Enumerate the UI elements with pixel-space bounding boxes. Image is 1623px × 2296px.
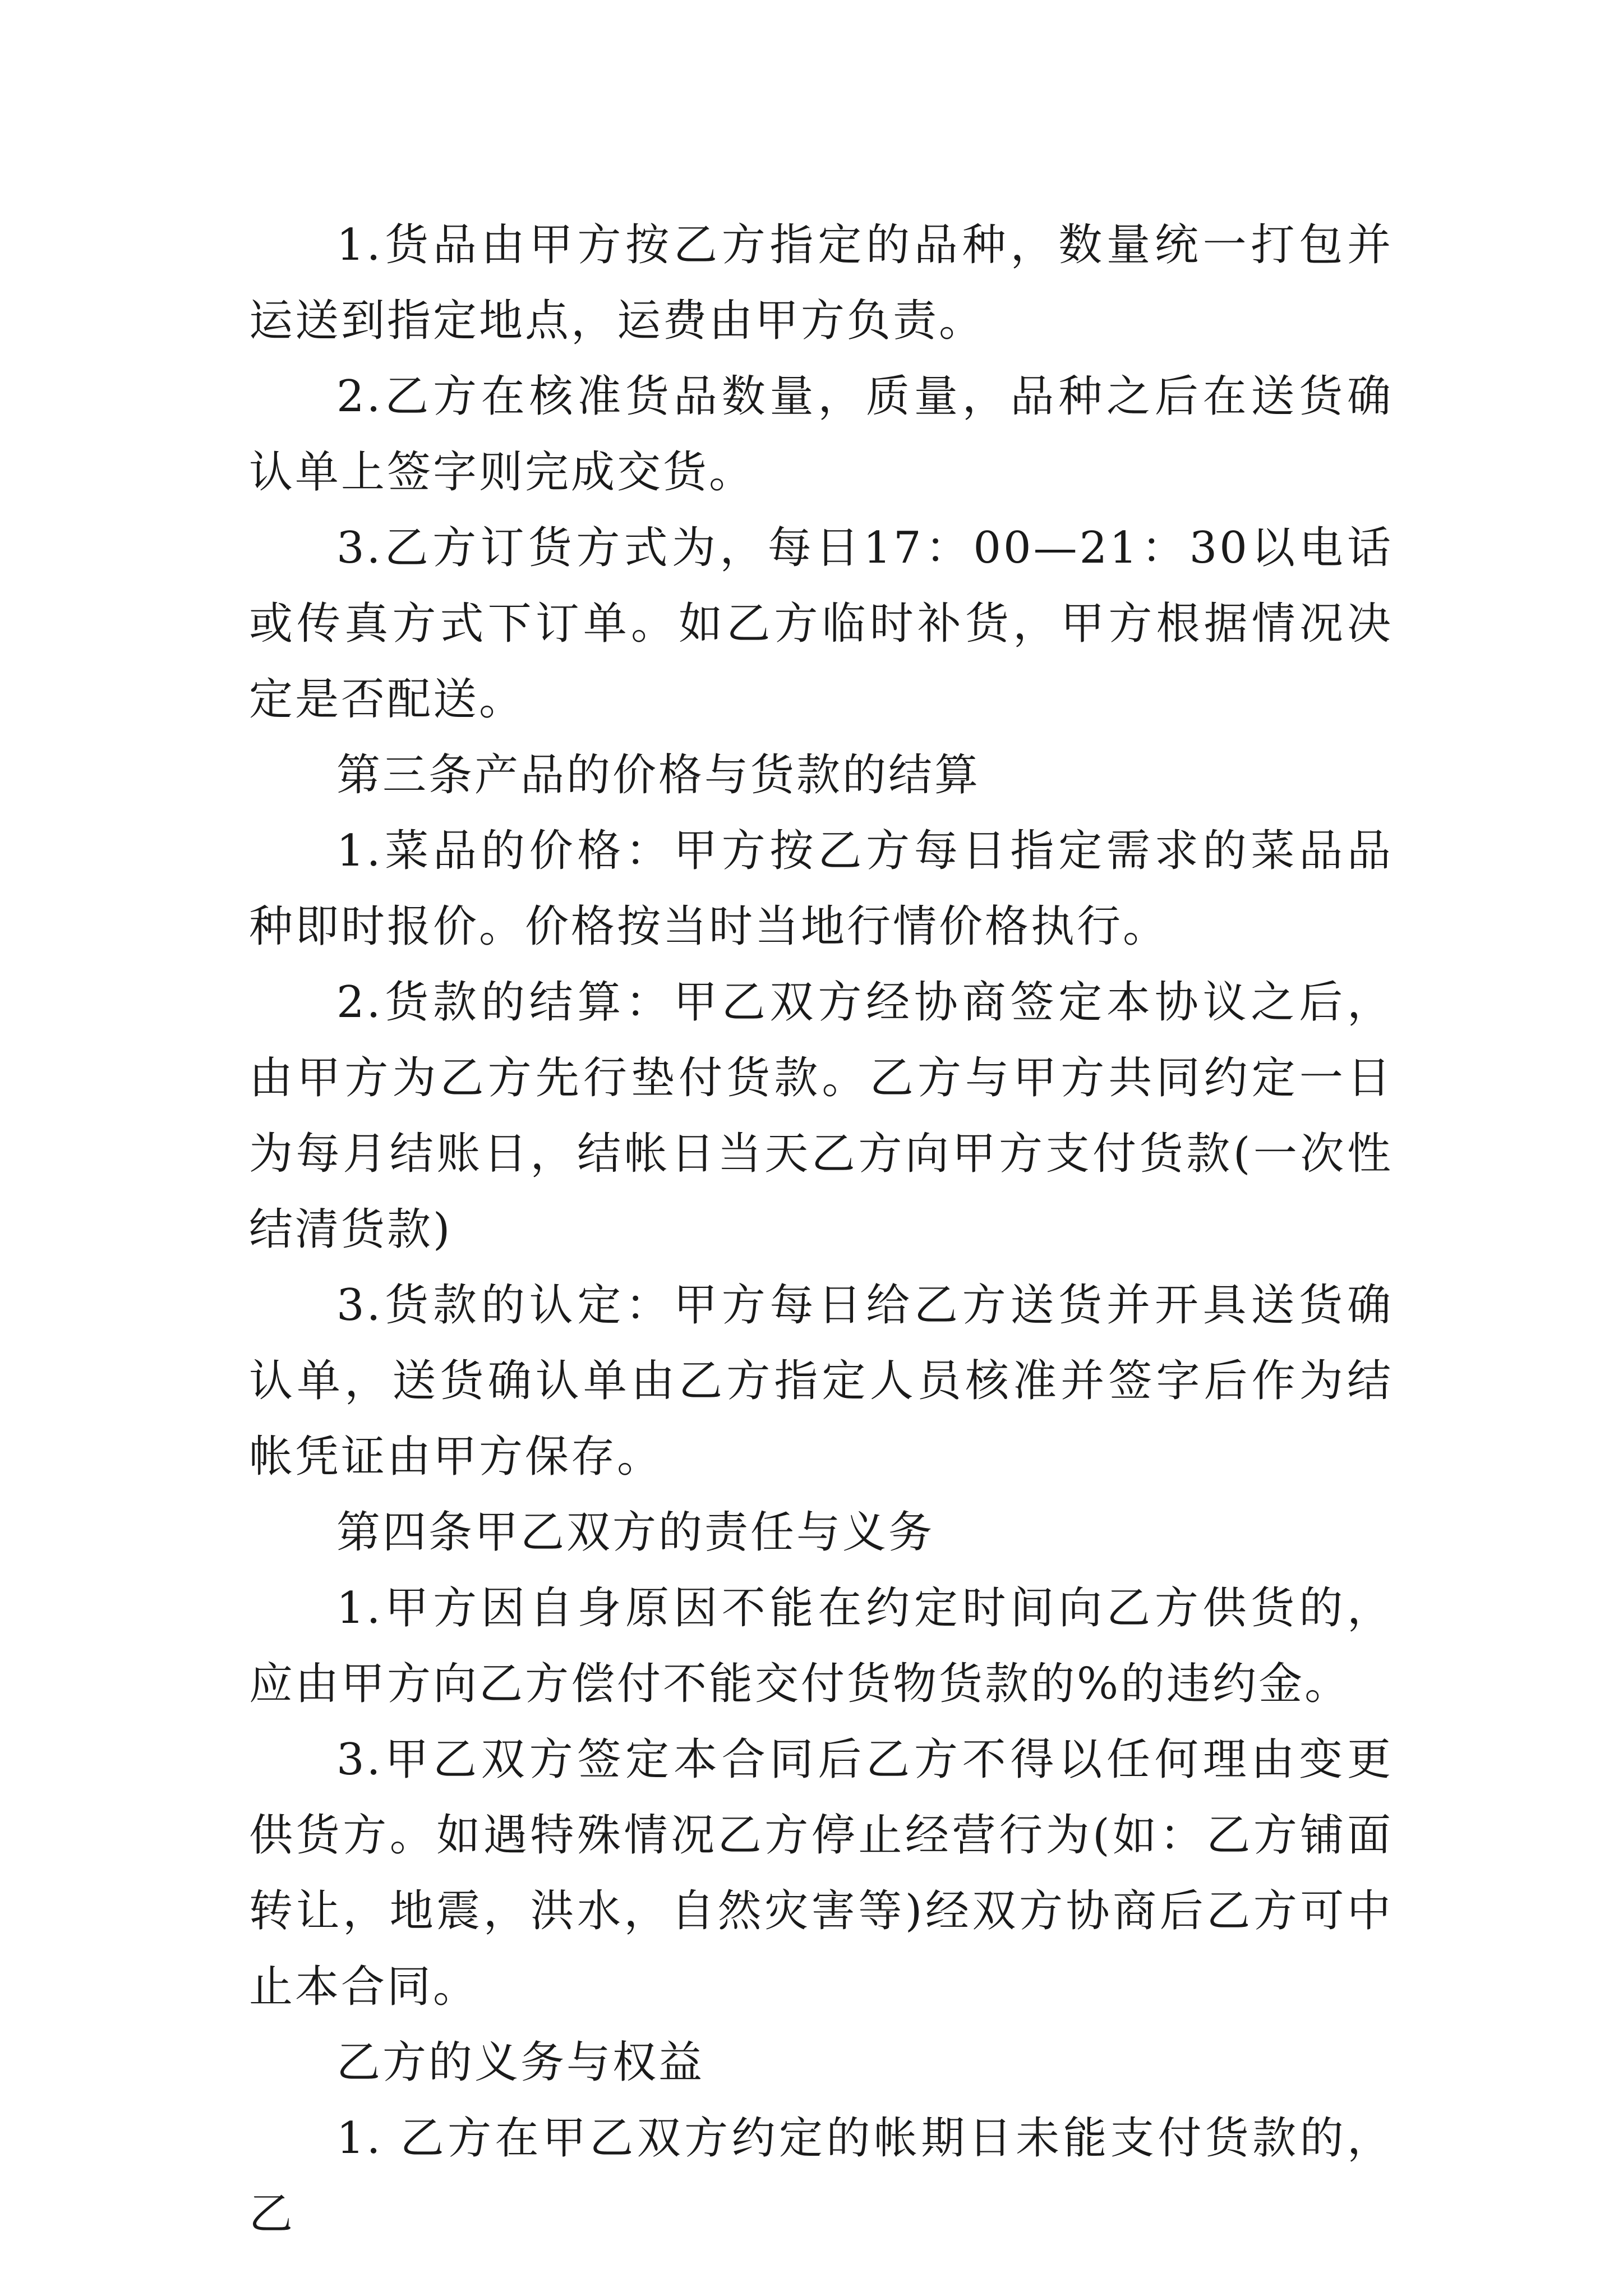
paragraph-delivery-confirmation: 2.乙方在核准货品数量，质量，品种之后在送货确认单上签字则完成交货。 bbox=[249, 371, 1393, 498]
document-body bbox=[249, 208, 1393, 2252]
section-heading-article-4: 第四条甲乙双方的责任与义务 bbox=[336, 1507, 935, 1558]
paragraph-supplier-change: 3.甲乙双方签定本合同后乙方不得以任何理由变更供货方。如遇特殊情况乙方停止经营行为(如：乙方铺面转让，地震，洪水，自然灾害等)经双方协商后乙方可中止本合同。 bbox=[249, 1734, 1393, 2012]
paragraph-party-a-penalty: 1.甲方因自身原因不能在约定时间向乙方供货的，应由甲方向乙方偿付不能交付货物货款的%的违约金。 bbox=[249, 1583, 1393, 1709]
section-heading-article-3: 第三条产品的价格与货款的结算 bbox=[336, 750, 981, 800]
paragraph-party-b-payment-default: 1. 乙方在甲乙双方约定的帐期日未能支付货款的，乙 bbox=[249, 2113, 1393, 2239]
paragraph-order-method: 3.乙方订货方式为，每日17：00—21：30以电话或传真方式下订单。如乙方临时补货，甲方根据情况决定是否配送。 bbox=[249, 523, 1393, 725]
paragraph-product-price: 1.菜品的价格：甲方按乙方每日指定需求的菜品品种即时报价。价格按当时当地行情价格执行。 bbox=[249, 826, 1393, 952]
paragraph-delivery-packing: 1.货品由甲方按乙方指定的品种，数量统一打包并运送到指定地点，运费由甲方负责。 bbox=[249, 220, 1393, 346]
section-heading-party-b-obligations: 乙方的义务与权益 bbox=[336, 2037, 705, 2088]
paragraph-payment-settlement: 2.货款的结算：甲乙双方经协商签定本协议之后，由甲方为乙方先行垫付货款。乙方与甲方共同约定一日为每月结账日，结帐日当天乙方向甲方支付货款(一次性结清货款) bbox=[249, 977, 1393, 1255]
paragraph-payment-confirmation: 3.货款的认定：甲方每日给乙方送货并开具送货确认单，送货确认单由乙方指定人员核准并签字后作为结帐凭证由甲方保存。 bbox=[249, 1280, 1393, 1482]
